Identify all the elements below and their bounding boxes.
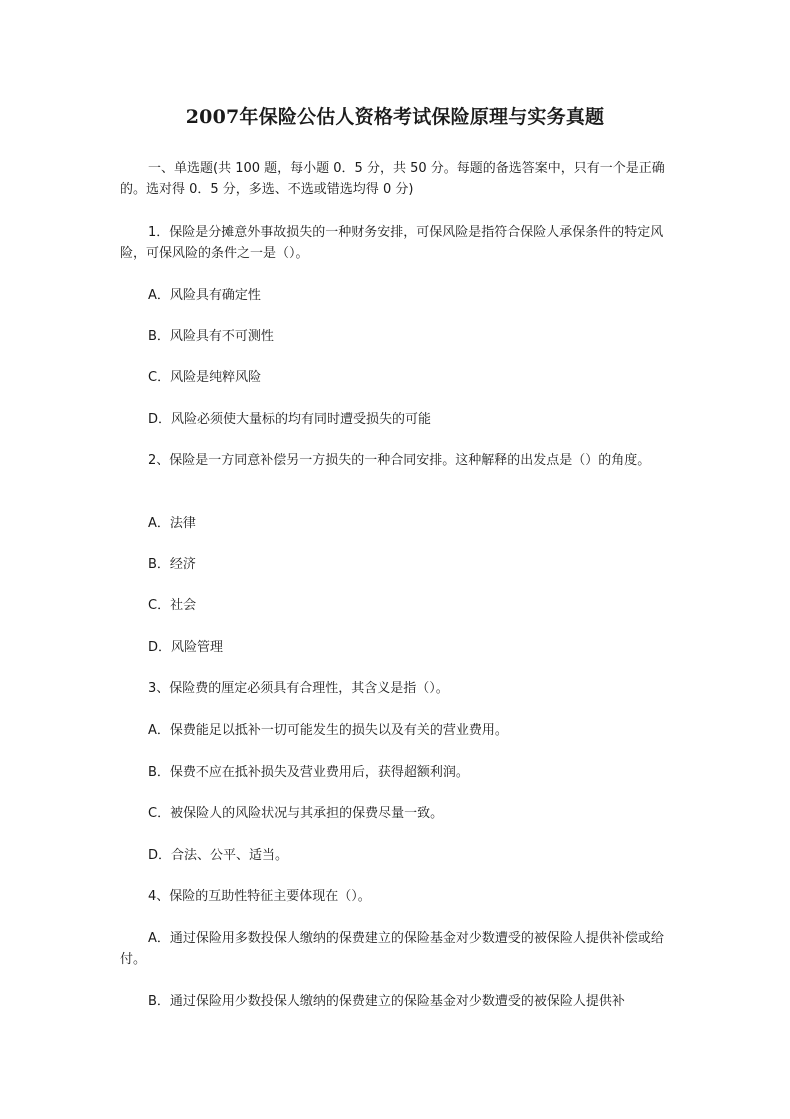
page-title: 2007年保险公估人资格考试保险原理与实务真题: [185, 106, 605, 128]
question-2-option-d: D．风险管理: [148, 640, 224, 655]
question-2-stem: 2、保险是一方同意补偿另一方损失的一种合同安排。这种解释的出发点是（）的角度。: [148, 453, 651, 468]
question-1-option-b: B．风险具有不可测性: [148, 329, 274, 344]
question-3-option-b: B．保费不应在抵补损失及营业费用后，获得超额利润。: [148, 765, 469, 780]
question-4-option-a: A．通过保险用多数投保人缴纳的保费建立的保险基金对少数遭受的被保险人提供补偿或给付。: [120, 931, 664, 967]
question-2-option-c: C．社会: [148, 598, 197, 613]
question-3-option-d: D．合法、公平、适当。: [148, 848, 289, 863]
question-1-option-a: A．风险具有确定性: [148, 288, 261, 303]
question-2-option-a: A．法律: [148, 516, 196, 531]
question-3-option-a: A．保费能足以抵补一切可能发生的损失以及有关的营业费用。: [148, 723, 508, 738]
question-1-stem: 1．保险是分摊意外事故损失的一种财务安排，可保风险是指符合保险人承保条件的特定风险，可保风险的条件之一是（）。: [120, 225, 664, 261]
question-2-option-b: B．经济: [148, 557, 196, 572]
question-1-option-c: C．风险是纯粹风险: [148, 370, 262, 385]
question-4-option-b: B．通过保险用少数投保人缴纳的保费建立的保险基金对少数遭受的被保险人提供补: [148, 994, 625, 1009]
question-1-option-d: D．风险必须使大量标的均有同时遭受损失的可能: [148, 412, 432, 427]
question-3-stem: 3、保险费的厘定必须具有合理性，其含义是指（）。: [148, 681, 449, 696]
question-3-option-c: C．被保险人的风险状况与其承担的保费尽量一致。: [148, 806, 444, 821]
section-intro: 一、单选题(共 100 题，每小题 0．5 分，共 50 分。每题的备选答案中，只有一个是正确的。选对得 0．5 分，多选、不选或错选均得 0 分): [120, 161, 665, 197]
question-4-stem: 4、保险的互助性特征主要体现在（）。: [148, 889, 371, 904]
